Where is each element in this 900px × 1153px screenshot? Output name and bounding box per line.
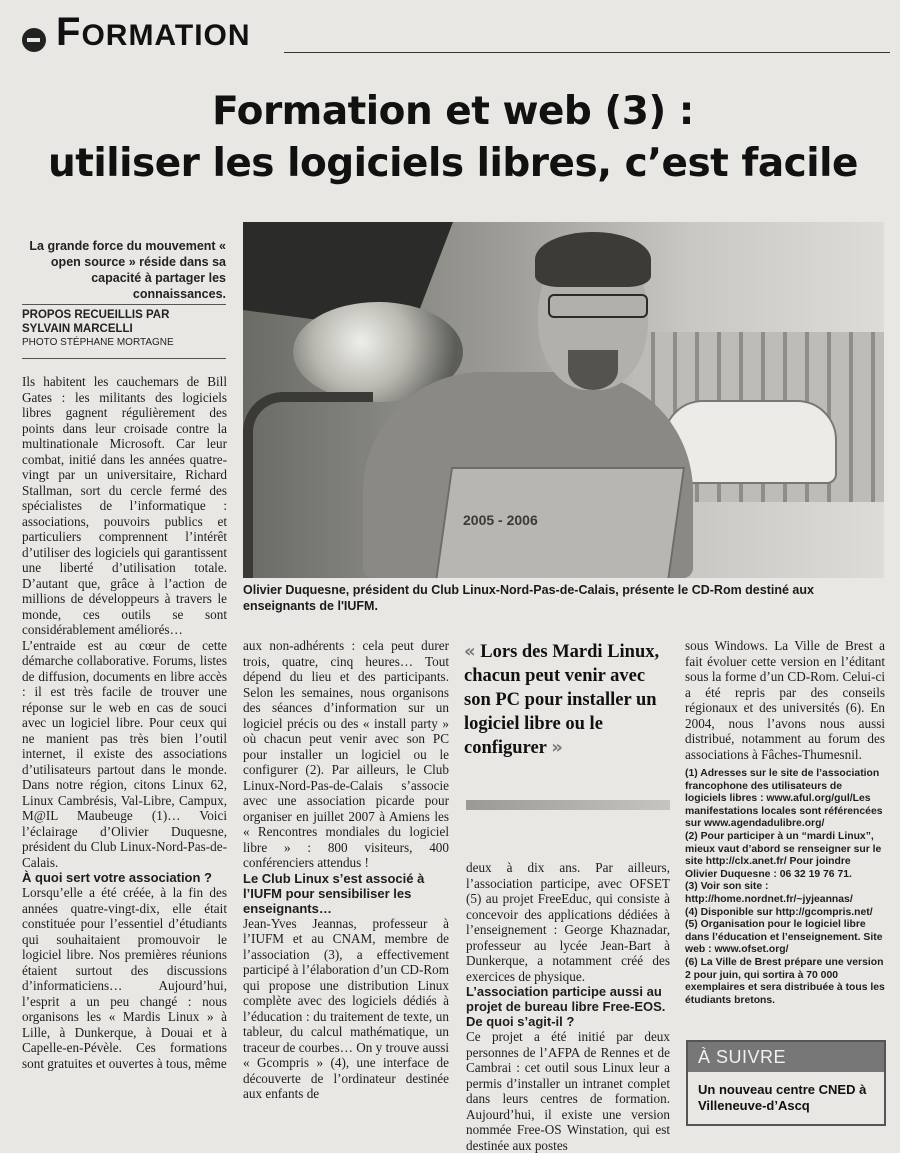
- photo-cd-label: 2005 - 2006: [463, 512, 538, 528]
- col1-answer-1: Lorsqu’elle a été créée, à la fin des années quatre-vingt-dix, elle était constituée pour l’essentiel d’étudiants qui souhaitaient promouvoir le logiciel libre. Nos premières réunions étaient surtout des discussions d’informaticiens… Aujourd’hui, l’esprit a un peu changé : nous organisons les « Mardis Linux » à Lille, à Dunkerque, à Douai et à Capelle-en-Pévèle. Ces formations sont gratuites et ouvertes à tous, même: [22, 885, 227, 1071]
- photo-person-hair: [535, 232, 651, 287]
- col2-paragraph-2: Jean-Yves Jeannas, professeur à l’IUFM et au CNAM, membre de l’association (3), a effectivement participé à l’élaboration d’un CD-Rom qui propose une distribution Linux complète avec des logiciels dédiés à l’éducation : du traitement de texte, un tableur, du calcul mathématique, un traceur de courbes… On y trouve aussi « Gcompris » (4), une interface de découverte de l’ordinateur destinée aux enfants de: [243, 915, 449, 1101]
- notes: [685, 768, 885, 1007]
- credits: [22, 308, 226, 350]
- question-1: À quoi sert votre association ?: [22, 870, 212, 885]
- note-2: (2) Pour participer à un “mardi Linux”, mieux vaut d’abord se renseigner sur le site http://clx.anet.fr/ Pour joindre Olivier Duquesne : 06 32 19 76 71.: [685, 830, 882, 880]
- lede: La grande force du mouvement « open source » réside dans sa capacité à partager les connaissances.: [29, 239, 226, 301]
- column-1: [22, 374, 227, 1071]
- pull-quote-open-mark: «: [464, 641, 476, 662]
- section-logo-icon: [22, 28, 46, 52]
- byline-line-1: PROPOS RECUEILLIS PAR: [22, 309, 170, 321]
- col2-paragraph-1: aux non-adhérents : cela peut durer trois, quatre, cinq heures… Tout dépend du lieu et des participants. Selon les semaines, nous organisons des séances d’information sur un logiciel précis ou des « install party » où chacun peut venir avec son PC pour installer un logiciel ou le configurer (2). Par ailleurs, le Club Linux-Nord-Pas-de-Calais s’associe avec une association picarde pour organiser en juillet 2007 à Amiens les « Rencontres mondiales du logiciel libre » : 800 visiteurs, 400 conférenciers attendus !: [243, 638, 449, 870]
- a-suivre-box: [686, 1040, 886, 1126]
- headline-line-2: utiliser les logiciels libres, c’est facile: [48, 141, 858, 186]
- col3-paragraph-1: deux à dix ans. Par ailleurs, l’association participe, avec OFSET (5) au projet FreeEduc, qui consiste à concevoir des applications dédiées à l’enseignement : George Khaznadar, professeur au lycée Jean-Bart à Dunkerque, a notamment créé des exercices de physique.: [466, 860, 670, 984]
- note-3: (3) Voir son site : http://home.nordnet.fr/~jyjeannas/: [685, 881, 853, 905]
- photo-caption: Olivier Duquesne, président du Club Linux-Nord-Pas-de-Calais, présente le CD-Rom destiné aux enseignants de l'IUFM.: [243, 583, 814, 613]
- pull-quote-close-mark: »: [551, 737, 563, 758]
- article-photo: [243, 222, 884, 578]
- photo-credit: PHOTO STÉPHANE MORTAGNE: [22, 337, 174, 348]
- col1-paragraph-1: Ils habitent les cauchemars de Bill Gates : les militants des logiciels libres gagnent régulièrement des points dans leur croisade contre la multinationale Microsoft. Car leur combat, initié dans les années quatre-vingt par un universitaire, Richard Stallman, sort du cercle fermé des spécialistes de l’informatique : associations, pouvoirs publics et particuliers comprennent l’intérêt d’utiliser des logiciels qui garantissent une liberté d’utilisation totale. D’autant que, grâce à l’action de millions de développeurs à travers le monde, ces outils se sont considérablement améliorés…: [22, 374, 227, 637]
- section-header: [22, 8, 890, 56]
- note-6: (6) La Ville de Brest prépare une version 2 pour juin, qui sortira à 70 000 exemplaires et sera distribuée à tous les étudiants bretons.: [685, 956, 885, 1006]
- headline-line-1: Formation et web (3) :: [212, 89, 694, 134]
- col3-paragraph-2: Ce projet a été initié par deux personnes de l’AFPA de Rennes et de Cambrai : cet outil sous Linux leur a permis d’installer un intranet complet dans leurs centres de formation. Aujourd’hui, il existe une version nommée Free-OS Winstation, qui est destinée aux postes: [466, 1029, 670, 1153]
- pull-quote: [464, 640, 670, 760]
- pull-quote-text: Lors des Mardi Linux, chacun peut venir avec son PC pour installer un logiciel libre ou le configurer: [464, 642, 660, 758]
- section-title-initial: F: [56, 10, 82, 54]
- note-1: (1) Adresses sur le site de l’association francophone des utilisateurs de logiciels libres : www.aful.org/gul/Les manifestations locales sont référencées sur www.agendadulibre.org/: [685, 768, 883, 830]
- section-rule: [284, 52, 890, 53]
- column-2: [243, 638, 449, 1102]
- section-title: [56, 10, 251, 55]
- col1-paragraph-2: L’entraide est au cœur de cette démarche collaborative. Forums, listes de diffusion, documents en libre accès : il est très facile de trouver une réponse sur le web en cas de souci avec un logiciel libre. Pour ceux qui ne manient pas très bien l’outil internet, il existe des associations d’utilisateurs partout dans le monde. Dans notre région, citons Linux 62, Linux Cambrésis, Val-Libre, Campux, M@IL Maubeuge (1)… Voici l’éclairage d’Olivier Duquesne, président du Club Linux-Nord-Pas-de-Calais.: [22, 637, 227, 870]
- note-4: (4) Disponible sur http://gcompris.net/: [685, 906, 873, 918]
- photo-beard: [568, 350, 618, 390]
- a-suivre-text: Un nouveau centre CNED à Villeneuve-d’Ascq: [698, 1082, 867, 1113]
- note-5: (5) Organisation pour le logiciel libre dans l’éducation et l’enseignement. Site web : www.ofset.org/: [685, 919, 883, 956]
- section-title-rest: ORMATION: [81, 19, 251, 52]
- question-2: Le Club Linux s’est associé à l’IUFM pour sensibiliser les enseignants…: [243, 870, 425, 916]
- a-suivre-label: À SUIVRE: [688, 1042, 884, 1072]
- photo-glasses: [548, 294, 648, 318]
- headline: [20, 86, 886, 190]
- lede-divider: [22, 304, 226, 305]
- question-3: L’association participe aussi au projet de bureau libre Free-EOS. De quoi s’agit-il ?: [466, 984, 666, 1029]
- credits-divider: [22, 358, 226, 359]
- byline-line-2: SYLVAIN MARCELLI: [22, 323, 133, 335]
- pull-quote-bar: [466, 800, 670, 810]
- column-3: [466, 860, 670, 1153]
- col4-paragraph-1: sous Windows. La Ville de Brest a fait évoluer cette version en l’éditant sous la forme d’un CD-Rom. Celui-ci a été repris par des conseils régionaux et des universités (6). En 2004, nous l’avons nous aussi distribué, notamment au forum des associations à Fâches-Thumesnil.: [685, 638, 885, 762]
- photo-chair: [243, 392, 373, 578]
- column-4: [685, 638, 885, 762]
